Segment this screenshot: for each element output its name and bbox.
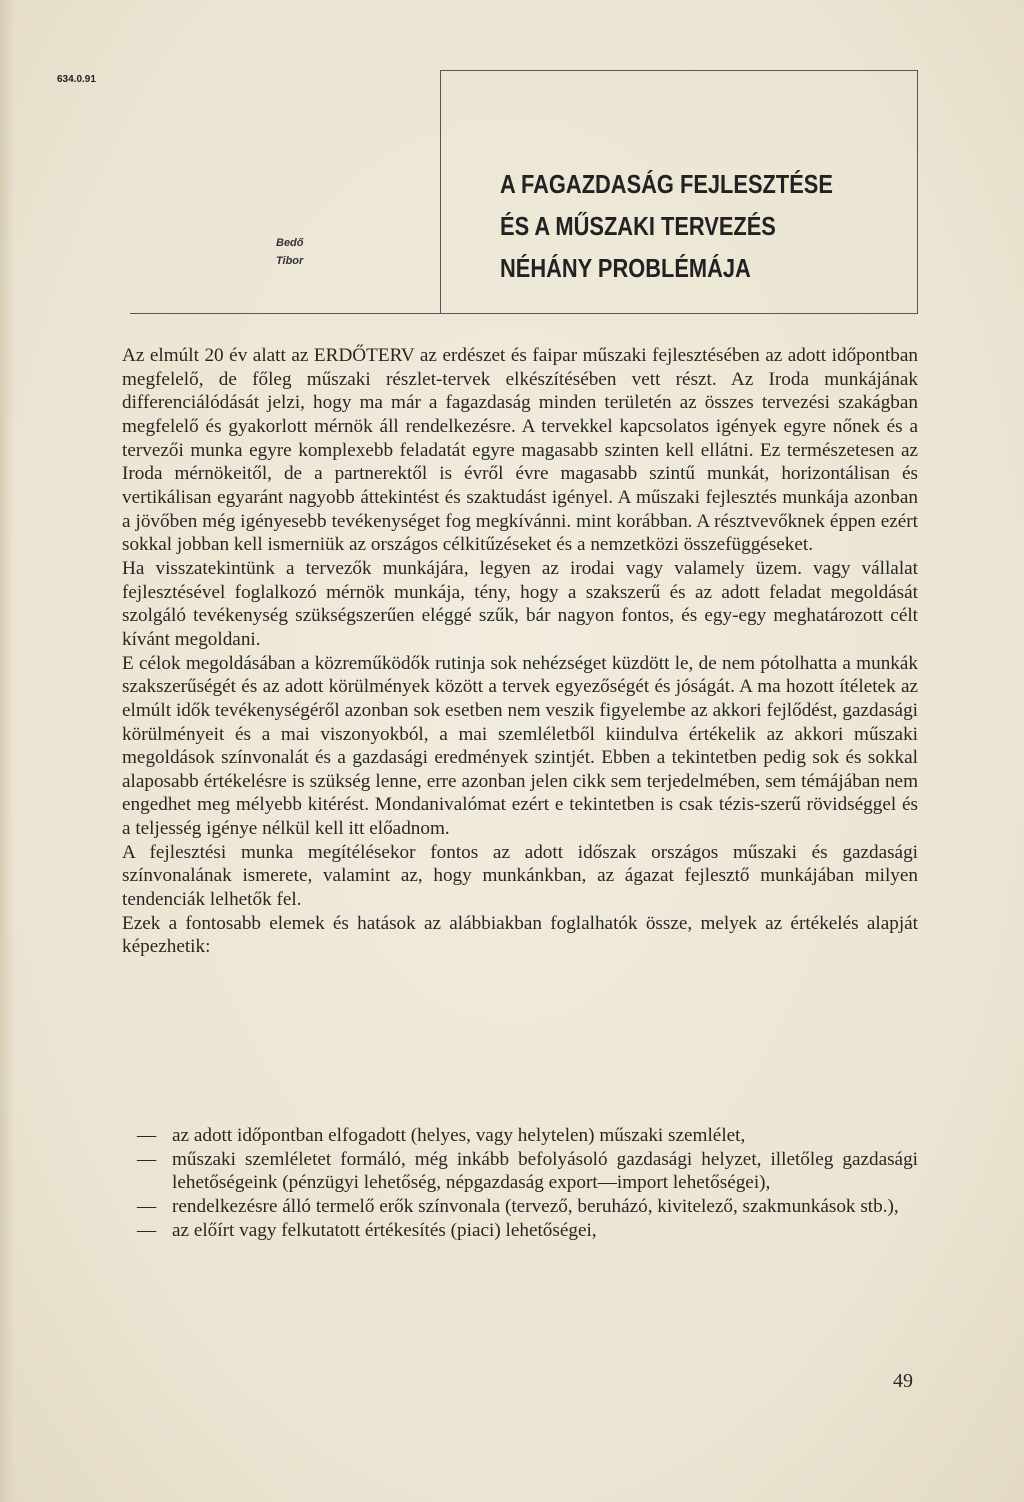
list-item-text: az előírt vagy felkutatott értékesítés (piaci) lehetőségei, [172, 1219, 597, 1241]
title-line-2: ÉS A MŰSZAKI TERVEZÉS [500, 211, 776, 241]
list-dash: — [137, 1195, 157, 1217]
article-title [500, 163, 844, 289]
author [276, 234, 356, 270]
list-item-text: rendelkezésre álló termelő erők színvonala (tervező, beruházó, kivitelező, szakmunkások stb.), [172, 1195, 899, 1217]
article-body [122, 344, 918, 959]
paragraph-2: Ha visszatekintünk a tervezők munkájára, legyen az irodai vagy valamely üzem. vagy vállalat fejlesztésével foglalkozó mérnök munkája, tény, hogy a szakszerű és az adott feladat megoldását szolgáló tevékenység szükségszerűen eléggé szűk, bár nagyon fontos, és egy-egy meghatározott célt kívánt megoldani. [122, 557, 918, 650]
list-dash: — [137, 1125, 157, 1146]
list-dash: — [137, 1148, 157, 1170]
paragraph-4: A fejlesztési munka megítélésekor fontos az adott időszak országos műszaki és gazdasági színvonalának ismerete, valamint az, hogy munkánkban, az ágazat fejlesztő munkájában milyen tendenciák lelhetők fel. [122, 841, 918, 911]
list-item [122, 1195, 918, 1219]
title-line-1: A FAGAZDASÁG FEJLESZTÉSE [500, 169, 833, 199]
author-first-name: Bedő [276, 237, 304, 249]
paragraph-3: E célok megoldásában a közreműködők rutinja sok nehézséget küzdött le, de nem pótolhatta a munkák szakszerűségét és az adott körülmények között a tervek egyezőségét és jóságát. A ma hozott ítéletek az elmúlt idők tevékenységéről azonban sok esetben nem veszik figyelembe az akkori fejlődést, gazdasági körülményeit és a mai viszonyokból, a mai szemléletből kiindulva értékelik az akkori műszaki megoldások színvonalát és a gazdasági eredmények szintjét. Ebben a tekintetben pedig sok és sokkal alaposabb értékelésre is szükség lenne, erre azonban jelen cikk sem terjedelmében, sem témájában nem engedhet meg mélyebb kitérést. Mondanivalómat ezért e tekintetben is csak tézis-szerű rövidséggel és a teljesség igénye nélkül kell itt előadnom. [122, 652, 918, 840]
list-dash: — [137, 1219, 157, 1241]
page-number: 49 [893, 1370, 913, 1392]
list-item [122, 1124, 918, 1148]
title-line-3: NÉHÁNY PROBLÉMÁJA [500, 253, 751, 283]
spine-shadow [0, 0, 14, 1502]
paragraph-1: Az elmúlt 20 év alatt az ERDŐTERV az erdészet és faipar műszaki fejlesztésében az adott időpontban megfelelő, de főleg műszaki részlet-tervek elkészítésében vett részt. Az Iroda munkájának differenciálódását jelzi, hogy ma már a fagazdaság minden területén az összes tervezési szakágban megfelelő és gyakorlott mérnök áll rendelkezésre. A tervekkel kapcsolatos igények egyre nőnek és a tervezői munka egyre komplexebb feladatát egyre magasabb szinten kell ellátni. Ez természetesen az Iroda mérnökeitől, de a partnerektől is évről évre magasabb szintű munkát, horizontálisan és vertikálisan egyaránt nagyobb áttekintést és szaktudást igényel. A műszaki fejlesztés munkája azonban a jövőben még igényesebb tevékenységet fog megkívánni. mint korábban. A résztvevőknek éppen ezért sokkal jobban kell ismerniük az országos célkitűzéseket és a nemzetközi összefüggéseket. [122, 345, 918, 556]
list-item-text: műszaki szemléletet formáló, még inkább befolyásoló gazdasági helyzet, illetőleg gazdasági lehetőségeink (pénzügyi lehetőség, népgazdaság export—import lehetőségei), [172, 1148, 918, 1194]
document-code: 634.0.91 [57, 74, 96, 85]
author-last-name: Tibor [276, 255, 304, 267]
paragraph-5: Ezek a fontosabb elemek és hatások az alábbiakban foglalhatók össze, melyek az értékelés alapját képezhetik: [122, 912, 918, 958]
list-item-text: az adott időpontban elfogadott (helyes, vagy helytelen) műszaki szemlélet, [172, 1125, 746, 1146]
list-item [122, 1219, 918, 1243]
header-rule [130, 313, 917, 314]
list-item [122, 1148, 918, 1195]
criteria-list [122, 1124, 918, 1242]
